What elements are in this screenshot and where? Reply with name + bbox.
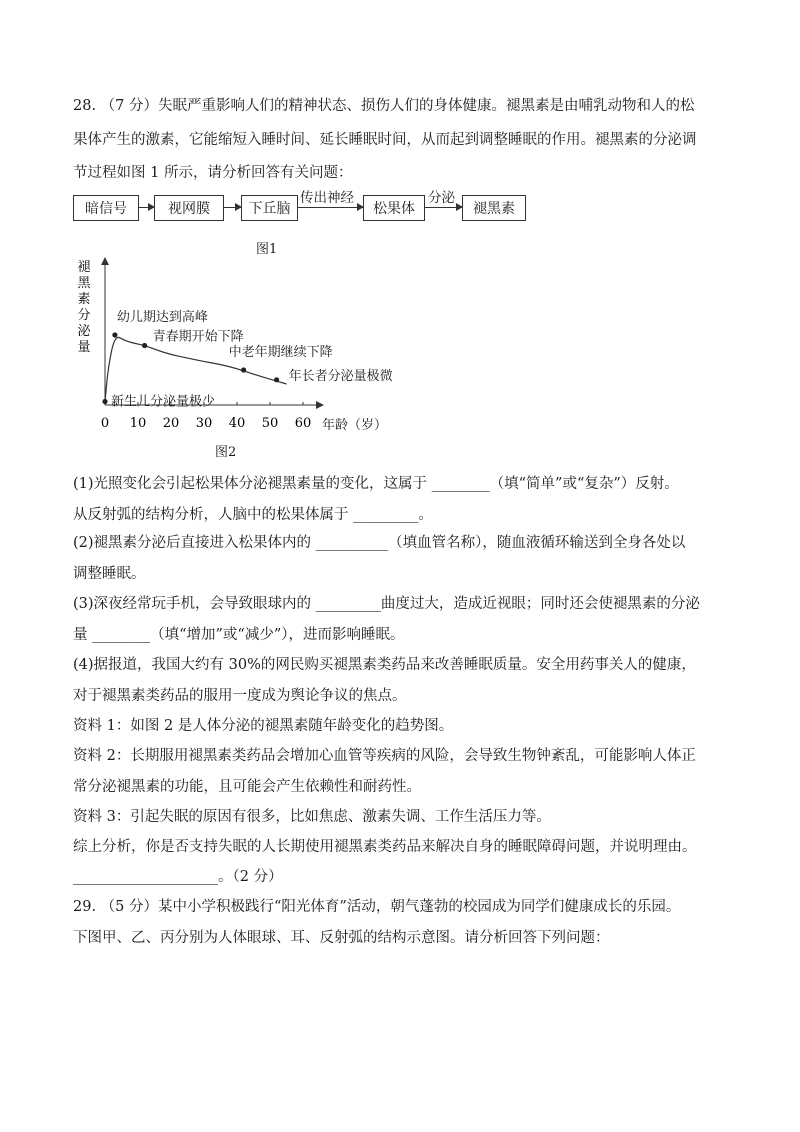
y-axis-arrow xyxy=(101,257,109,265)
x-tick-label: 30 xyxy=(195,416,213,431)
flow-arrow-3 xyxy=(298,207,363,208)
x-axis-label: 年龄（岁） xyxy=(322,418,388,433)
q28-p4-line-1: (4)据报道，我国大约有 30%的网民购买褪黑素类药品来改善睡眠质量。安全用药事关人的健康， xyxy=(73,657,696,673)
figure-2-chart xyxy=(60,255,400,445)
q28-intro-line-2: 果体产生的激素，它能缩短入睡时间、延长睡眠时间，从而起到调整睡眠的作用。褪黑素的分泌调 xyxy=(73,132,697,148)
q28-p1-line-1: (1)光照变化会引起松果体分泌褪黑素量的变化，这属于 ________（填“简单”或“复杂”）反射。 xyxy=(73,476,679,492)
x-tick-label: 20 xyxy=(162,416,180,431)
q28-intro-line-1: 28. （7 分）失眠严重影响人们的精神状态、损伤人们的身体健康。褪黑素是由哺乳动物和人的松 xyxy=(73,98,695,114)
flow-box-hypothalamus: 下丘脑 xyxy=(241,195,298,221)
q28-material-3: 资料 3：引起失眠的原因有很多，比如焦虑、激素失调、工作生活压力等。 xyxy=(73,809,551,825)
y-axis-label-char: 黑 xyxy=(77,276,91,291)
x-tick-label: 50 xyxy=(261,416,279,431)
annotation-label: 年长者分泌量极微 xyxy=(288,368,393,384)
q28-p3-line-2: 量 ________（填“增加”或“减少”），进而影响睡眠。 xyxy=(73,627,405,643)
flow-label-secretion: 分泌 xyxy=(428,190,455,206)
y-axis-label-char: 泌 xyxy=(77,324,91,339)
q28-p4-line-2: 对于褪黑素类药品的服用一度成为舆论争议的焦点。 xyxy=(73,688,407,704)
q28-p1-line-2: 从反射弧的结构分析，人脑中的松果体属于 _________。 xyxy=(73,507,433,523)
annotation-point xyxy=(274,377,279,382)
x-tick-label: 60 xyxy=(294,416,312,431)
q28-p2-line-1: (2)褪黑素分泌后直接进入松果体内的 __________（填血管名称），随血液循环输送到全身各处以 xyxy=(73,535,686,551)
q28-material-2-line-1: 资料 2：长期服用褪黑素类药品会增加心血管等疾病的风险，会导致生物钟紊乱，可能影响人体正 xyxy=(73,748,696,764)
y-axis-label-char: 分 xyxy=(77,308,91,323)
y-axis-label-char: 褪 xyxy=(77,260,91,275)
x-tick-label: 40 xyxy=(228,416,246,431)
q29-line-1: 29. （5 分）某中小学积极践行“阳光体育”活动，朝气蓬勃的校园成为同学们健康成长的乐园。 xyxy=(73,899,681,915)
annotation-point xyxy=(142,343,147,348)
q28-material-1: 资料 1：如图 2 是人体分泌的褪黑素随年龄变化的趋势图。 xyxy=(73,718,454,734)
x-tick-label: 10 xyxy=(129,416,147,431)
y-axis-label-char: 量 xyxy=(77,340,91,355)
annotation-point xyxy=(241,367,246,372)
x-tick-label: 0 xyxy=(100,416,110,431)
flow-arrow-1 xyxy=(139,207,154,208)
q28-summary-question: 综上分析，你是否支持失眠的人长期使用褪黑素类药品来解决自身的睡眠障碍问题，并说明理由。 xyxy=(73,839,697,855)
annotation-label: 中老年期继续下降 xyxy=(228,345,333,360)
y-axis-label xyxy=(77,260,91,355)
flow-box-dark-signal: 暗信号 xyxy=(73,195,139,221)
figure-2-caption: 图2 xyxy=(215,445,237,460)
figure-1-caption: 图1 xyxy=(256,242,278,257)
q28-p3-line-1: (3)深夜经常玩手机，会导致眼球内的 _________曲度过大，造成近视眼；同时还会使褪黑素的分泌 xyxy=(73,596,700,612)
flow-box-retina: 视网膜 xyxy=(154,195,224,221)
annotation-label: 青春期开始下降 xyxy=(152,329,244,345)
q28-material-2-line-2: 常分泌褪黑素的功能，且可能会产生依赖性和耐药性。 xyxy=(73,779,421,795)
q28-p2-line-2: 调整睡眠。 xyxy=(73,566,146,582)
annotation-label: 新生儿分泌量极少 xyxy=(111,394,216,410)
q29-line-2: 下图甲、乙、丙分别为人体眼球、耳、反射弧的结构示意图。请分析回答下列问题： xyxy=(73,930,610,946)
annotation-point xyxy=(102,399,107,404)
flow-box-melatonin: 褪黑素 xyxy=(462,195,526,221)
y-axis-label-char: 素 xyxy=(77,292,91,307)
flow-label-efferent-nerve: 传出神经 xyxy=(300,190,354,206)
annotation-point xyxy=(112,332,117,337)
flow-arrow-4 xyxy=(425,207,462,208)
flow-arrow-2 xyxy=(224,207,241,208)
annotation-label: 幼儿期达到高峰 xyxy=(116,310,208,325)
q28-answer-blank: ____________________。（2 分） xyxy=(73,869,283,885)
x-axis-arrow xyxy=(316,401,324,409)
q28-intro-line-3: 节过程如图 1 所示，请分析回答有关问题： xyxy=(73,165,353,181)
flow-box-pineal-gland: 松果体 xyxy=(363,195,425,221)
